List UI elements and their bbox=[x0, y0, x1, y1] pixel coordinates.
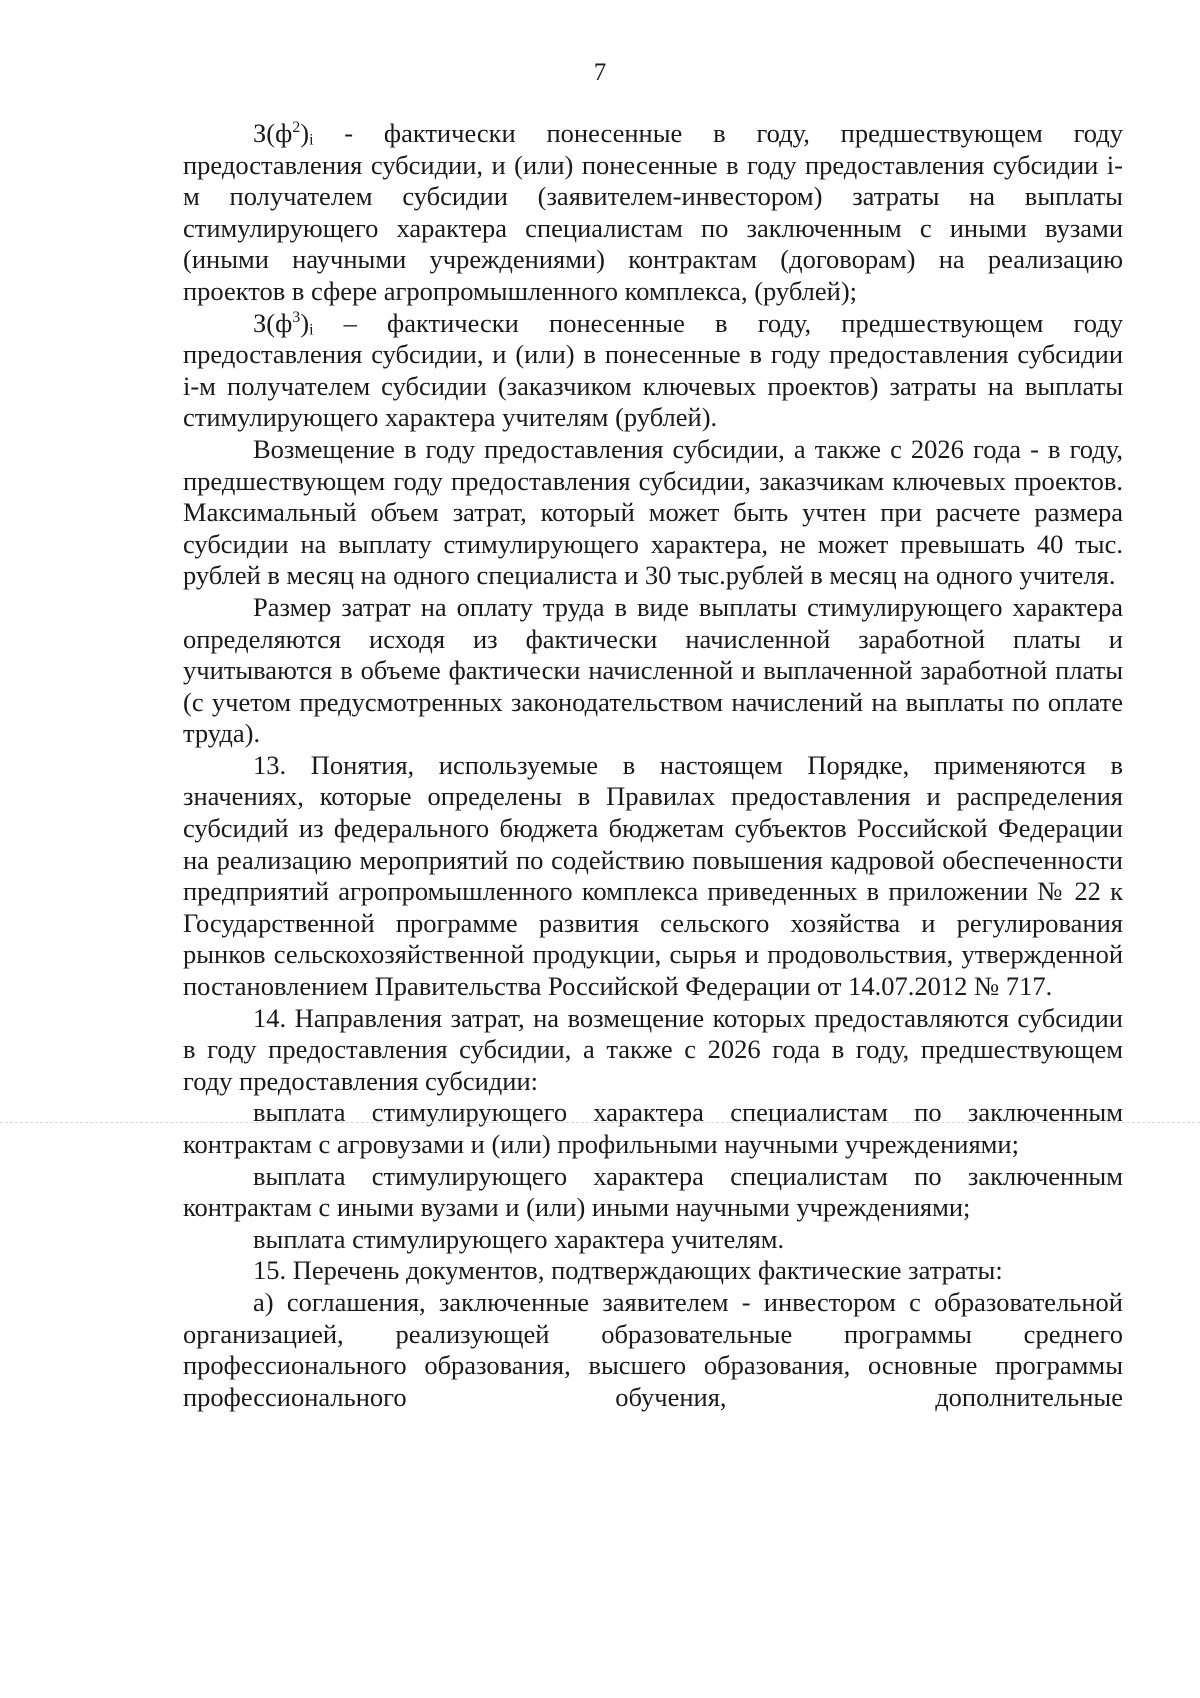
paragraph-labor-costs: Размер затрат на оплату труда в виде выплаты стимулирующего характера определяются исходя из фактически начисленной заработной платы и учитываются в объеме фактически начисленной и выплаченной заработной платы (с учетом предусмотренных законодательством начислений на выплаты по оплате труда). bbox=[183, 591, 1123, 749]
list-item-agro-universities: выплата стимулирующего характера специалистам по заключенным контрактам с агровузами и (или) профильными научными учреждениями; bbox=[183, 1097, 1123, 1159]
clause-15: 15. Перечень документов, подтверждающих фактические затраты: bbox=[253, 1255, 1003, 1286]
document-body bbox=[183, 118, 1123, 1413]
paragraph-zf3-definition bbox=[183, 308, 1123, 434]
paragraph-zf2-definition bbox=[183, 118, 1123, 308]
list-item-teachers: выплата стимулирующего характера учителям. bbox=[253, 1223, 785, 1254]
list-item-other-universities: выплата стимулирующего характера специалистам по заключенным контрактам с иными вузами и (или) иными научными учреждениями; bbox=[183, 1160, 1123, 1223]
paragraph-text: )ᵢ - фактически понесенные в году, предшествующем году предоставления субсидии, и (или) понесенные в году предоставления субсидии i-м получателем субсидии (заявителем-инвестором) затраты на выплаты стимулирующего характера специалистам по заключенным с иными вузами (иными научными учреждениями) контрактам (договорам) на реализацию проектов в сфере агропромышленного комплекса, (рублей); bbox=[183, 118, 1123, 306]
formula-superscript: 2 bbox=[292, 119, 301, 136]
clause-15-item-a: а) соглашения, заключенные заявителем - инвестором с образовательной организацией, реализующей образовательные программы среднего профессионального образования, высшего образования, основные программы профессионального обучения, дополнительные bbox=[183, 1286, 1123, 1412]
formula-lead: З(ф bbox=[253, 118, 293, 148]
paragraph-reimbursement-limits: Возмещение в году предоставления субсидии, а также с 2026 года - в году, предшествующем году предоставления субсидии, заказчикам ключевых проектов. Максимальный объем затрат, который может быть учтен при расчете размера субсидии на выплату стимулирующего характера, не может превышать 40 тыс. рублей в месяц на одного специалиста и 30 тыс.рублей в месяц на одного учителя. bbox=[183, 433, 1123, 591]
scan-artifact-line bbox=[0, 1122, 1200, 1123]
paragraph-text: )ᵢ – фактически понесенные в году, предшествующем году предоставления субсидии, и (или) в понесенные в году предоставления субсидии i-м получателем субсидии (заказчиком ключевых проектов) затраты на выплаты стимулирующего характера учителям (рублей). bbox=[183, 307, 1123, 433]
formula-superscript: 3 bbox=[292, 308, 301, 326]
clause-14: 14. Направления затрат, на возмещение которых предоставляются субсидии в году предоставления субсидии, а также с 2026 года в году, предшествующем году предоставления субсидии: bbox=[183, 1002, 1123, 1096]
clause-13: 13. Понятия, используемые в настоящем Порядке, применяются в значениях, которые определены в Правилах предоставления и распределения субсидий из федерального бюджета бюджетам субъектов Российской Федерации на реализацию мероприятий по содействию повышения кадровой обеспеченности предприятий агропромышленного комплекса приведенных в приложении № 22 к Государственной программе развития сельского хозяйства и регулирования рынков сельскохозяйственной продукции, сырья и продовольствия, утвержденной постановлением Правительства Российской Федерации от 14.07.2012 № 717. bbox=[183, 749, 1123, 1002]
page-number: 7 bbox=[593, 59, 607, 86]
formula-lead: З(ф bbox=[253, 307, 293, 338]
